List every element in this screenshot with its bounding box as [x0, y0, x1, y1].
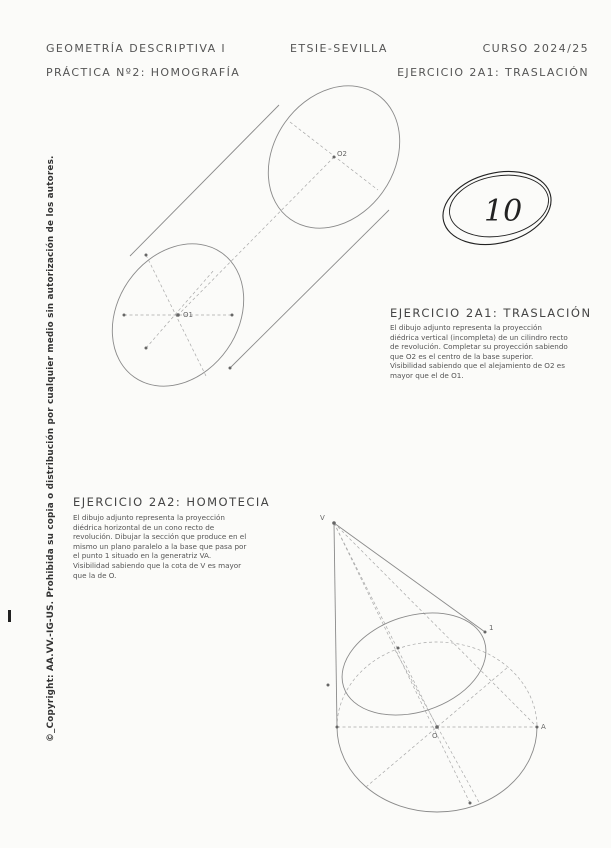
academic-year: CURSO 2024/25	[482, 42, 589, 55]
label-a: A	[541, 723, 546, 731]
cylinder-diameter-3	[146, 270, 214, 348]
exercise-2a2-paragraph: El dibujo adjunto representa la proyección diédrica horizontal de un cono recto de revolución. Dibujar la sección que produce en el mismo un plano paralelo a la base que pasa por el punto 1 situado en la generatriz VA.	[73, 513, 247, 561]
label-o: O	[432, 732, 438, 740]
cone-drawing	[320, 514, 546, 812]
exercise-2a1-statement	[390, 323, 572, 381]
point-o1	[176, 313, 180, 317]
copyright-notice: ©_Copyright: AA.VV.-IG-US. Prohibida su copia o distribución por cualquier medio sin autorización de los autores.	[46, 155, 56, 742]
practice-title: PRÁCTICA Nº2: HOMOGRAFÍA	[46, 66, 241, 79]
point-1	[484, 631, 487, 634]
label-1: 1	[489, 624, 494, 632]
label-o2: O2	[337, 150, 347, 158]
label-o1: O1	[183, 311, 193, 319]
cone-generatrix-back	[334, 523, 470, 803]
point-a	[536, 726, 539, 729]
scan-mark	[8, 610, 11, 622]
point-v	[332, 521, 336, 525]
grade-text: 10	[484, 194, 523, 229]
cylinder-drawing	[85, 60, 426, 411]
handwritten-grade	[435, 161, 559, 256]
base-point	[336, 726, 339, 729]
generatrix-va	[334, 523, 537, 727]
section-point	[397, 647, 400, 650]
cylinder-axis	[178, 157, 334, 315]
base-point	[123, 314, 126, 317]
cylinder-generatrix-right	[230, 210, 389, 368]
base-point	[145, 254, 148, 257]
cone-generatrix-left	[334, 523, 337, 727]
label-v: V	[320, 514, 325, 522]
base-point	[229, 367, 232, 370]
base-point	[469, 802, 472, 805]
exercise-header: EJERCICIO 2A1: TRASLACIÓN	[397, 66, 589, 79]
cylinder-generatrix-left	[130, 105, 279, 256]
cone-base-hidden	[337, 642, 537, 727]
base-point	[145, 347, 148, 350]
exercise-2a1-title: EJERCICIO 2A1: TRASLACIÓN	[390, 306, 592, 320]
point-o	[435, 725, 439, 729]
cone-section	[329, 595, 499, 732]
exercise-2a1-paragraph: El dibujo adjunto representa la proyección diédrica vertical (incompleta) de un cilindro recto de revolución. Completar su proyección sabiendo que O2 es el centro de la base superior.	[390, 323, 568, 361]
exercise-2a2-statement	[73, 513, 251, 580]
school-name: ETSIE-SEVILLA	[290, 42, 388, 55]
base-point	[231, 314, 234, 317]
exercise-2a2-paragraph: Visibilidad sabiendo que la cota de V es mayor que la de O.	[73, 560, 242, 580]
point-o2	[333, 156, 336, 159]
cone-axis	[334, 523, 437, 727]
exercise-2a2-title: EJERCICIO 2A2: HOMOTECIA	[73, 495, 271, 509]
cylinder-diameter-2	[146, 255, 206, 376]
exercise-2a1-paragraph: Visibilidad sabiendo que el alejamiento de O2 es mayor que el de O1.	[390, 361, 565, 380]
section-point	[327, 684, 330, 687]
course-name: GEOMETRÍA DESCRIPTIVA I	[46, 42, 227, 55]
